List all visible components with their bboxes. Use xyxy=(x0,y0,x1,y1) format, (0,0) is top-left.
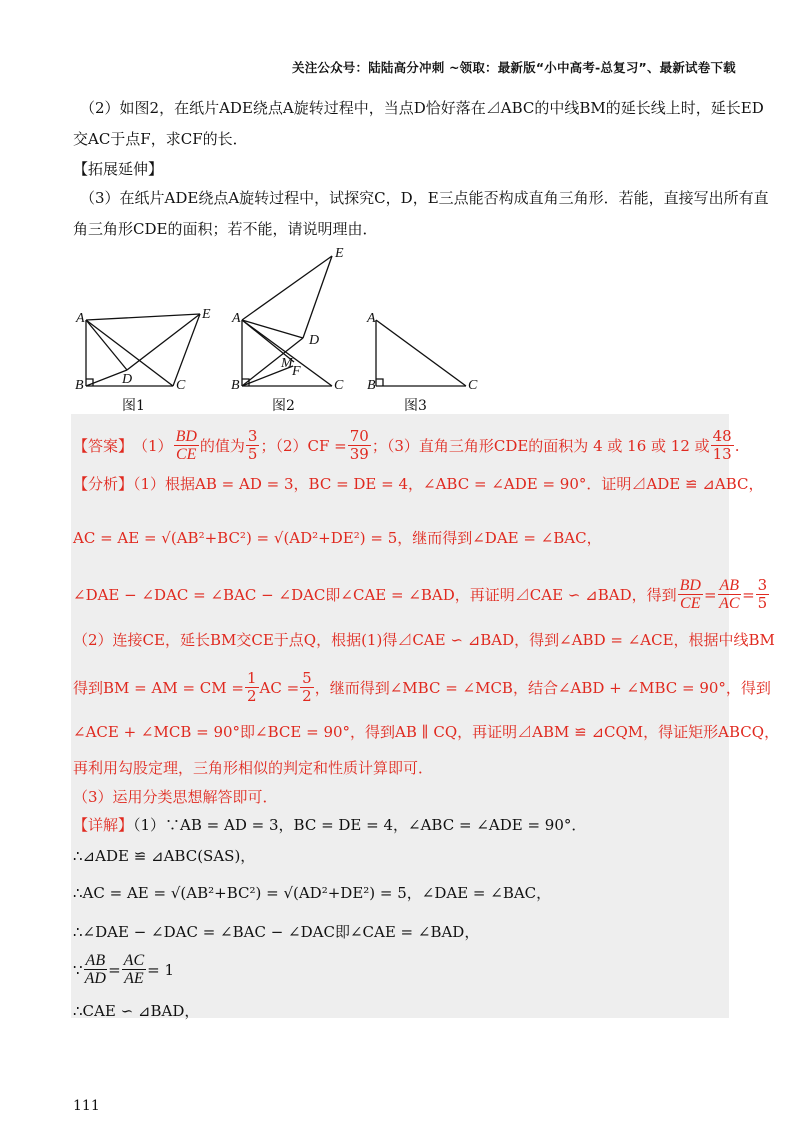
fig1-label-e: E xyxy=(202,307,211,322)
fig2-label-c: C xyxy=(334,378,344,393)
analysis-line-5 xyxy=(73,670,771,705)
fig2-label-e: E xyxy=(335,246,344,261)
fraction-ac-ae: $\frac{AC}{AE}$ xyxy=(123,952,145,987)
analysis-line-8: （3）运用分类思想解答即可． xyxy=(73,788,278,806)
fraction-1-2: $\frac{1}{2}$ xyxy=(246,669,257,705)
figure-1 xyxy=(86,314,200,386)
detail-line-4: ∴∠DAE − ∠DAC = ∠BAC − ∠DAC即∠CAE = ∠BAD， xyxy=(73,923,480,941)
fig2-label-f: F xyxy=(292,364,301,379)
analysis-tag: 【分析】 xyxy=(73,475,134,493)
detail-tag: 【详解】 xyxy=(73,816,134,834)
fraction-ab-ad: $\frac{AB}{AD}$ xyxy=(84,952,106,987)
fig1-label-a: A xyxy=(76,311,85,326)
page-header: 关注公众号：陆陆高分冲刺 ~领取：最新版“小中高考-总复习”、最新试卷下载 xyxy=(292,60,736,75)
page-number: 111 xyxy=(73,1098,100,1114)
fraction-bd-ce: $\frac{BD}{CE}$ xyxy=(175,428,197,463)
figure-1-caption: 图1 xyxy=(122,398,145,414)
figure-3-caption: 图3 xyxy=(404,398,427,414)
question-3-line-2: 角三角形CDE的面积；若不能，请说明理由． xyxy=(73,220,378,238)
fig3-label-b: B xyxy=(367,378,376,393)
fraction-70-39: $\frac{70}{39}$ xyxy=(349,427,369,463)
fig1-label-d: D xyxy=(122,372,133,387)
answer-part-3: ；（2）CF = xyxy=(260,436,347,455)
analysis-text-1: （1）根据AB = AD = 3，BC = DE = 4，∠ABC = ∠ADE = 90°．证明⊿ADE ≌ ⊿ABC， xyxy=(133,475,764,493)
detail-line-3: ∴AC = AE = √(AB²+BC²) = √(AD²+DE²) = 5，∠DAE = ∠BAC， xyxy=(73,884,552,902)
section-extend-title: 【拓展延伸】 xyxy=(73,160,164,178)
detail-line-2: ∴⊿ADE ≌ ⊿ABC(SAS)， xyxy=(73,847,256,865)
answer-part-2: 的值为 xyxy=(199,436,245,455)
analysis-text-5b: AC = xyxy=(259,678,300,697)
detail-line-1 xyxy=(73,815,586,835)
figure-2-caption: 图2 xyxy=(272,398,295,414)
analysis-text-3: ∠DAE − ∠DAC = ∠BAC − ∠DAC即∠CAE = ∠BAD，再证明⊿CAE ∽ ⊿BAD，得到 xyxy=(73,585,677,604)
detail-text-5a: ∵ xyxy=(73,960,83,979)
fraction-ab-ac: $\frac{AB}{AC}$ xyxy=(719,577,740,612)
answer-line xyxy=(73,428,740,463)
fig1-label-b: B xyxy=(75,378,84,393)
analysis-line-3: ∠DAE − ∠DAC = ∠BAC − ∠DAC即∠CAE = ∠BAD，再证明⊿CAE ∽ ⊿BAD，得到 $\frac{BD}{CE}$ = $\frac{AB}{AC}$ = $\frac{3}{5}$ xyxy=(73,576,768,612)
analysis-line-2: AC = AE = √(AB²+BC²) = √(AD²+DE²) = 5，继而得到∠DAE = ∠BAC， xyxy=(73,529,602,547)
question-2-line-1: （2）如图2，在纸片ADE绕点A旋转过程中，当点D恰好落在⊿ABC的中线BM的延长线上时，延长ED xyxy=(80,99,764,117)
question-2-line-2: 交AC于点F，求CF的长． xyxy=(73,130,248,148)
detail-text-1: （1）∵AB = AD = 3，BC = DE = 4，∠ABC = ∠ADE = 90°． xyxy=(133,816,587,834)
analysis-line-4: （2）连接CE，延长BM交CE于点Q，根据(1)得⊿CAE ∽ ⊿BAD，得到∠ABD = ∠ACE，根据中线BM xyxy=(73,631,775,649)
figure-3 xyxy=(376,320,466,386)
detail-text-5b: = 1 xyxy=(147,960,175,979)
analysis-text-5c: ，继而得到∠MBC = ∠MCB，结合∠ABD + ∠MBC = 90°，得到 xyxy=(314,678,771,697)
analysis-line-6: ∠ACE + ∠MCB = 90°即∠BCE = 90°，得到AB ∥ CQ，再证明⊿ABM ≌ ⊿CQM，得证矩形ABCQ， xyxy=(73,723,780,741)
fig2-label-b: B xyxy=(231,378,240,393)
fig3-label-c: C xyxy=(468,378,478,393)
geometry-figures xyxy=(70,240,490,415)
fraction-bd-ce-2: $\frac{BD}{CE}$ xyxy=(679,577,701,612)
analysis-line-7: 再利用勾股定理，三角形相似的判定和性质计算即可． xyxy=(73,759,434,777)
analysis-text-5a: 得到BM = AM = CM = xyxy=(73,678,244,697)
question-3-line-1: （3）在纸片ADE绕点A旋转过程中，试探究C，D，E三点能否构成直角三角形．若能，直接写出所有直 xyxy=(80,189,769,207)
answer-part-1: （1） xyxy=(133,436,173,455)
fig3-label-a: A xyxy=(367,311,376,326)
fraction-3-5: $\frac{3}{5}$ xyxy=(247,427,258,463)
fig1-label-c: C xyxy=(176,378,186,393)
detail-line-5: ∵ $\frac{AB}{AD}$ = $\frac{AC}{AE}$ = 1 xyxy=(73,952,175,987)
answer-tag: 【答案】 xyxy=(73,436,134,455)
fig2-label-m: M xyxy=(281,356,293,371)
detail-line-6: ∴CAE ∽ ⊿BAD， xyxy=(73,1002,200,1020)
fraction-3-5-2: $\frac{3}{5}$ xyxy=(757,576,768,612)
fig2-label-a: A xyxy=(232,311,241,326)
answer-part-4: ；（3）直角三角形CDE的面积为 4 或 16 或 12 或 xyxy=(371,436,710,455)
answer-part-5: . xyxy=(734,436,740,455)
fraction-5-2: $\frac{5}{2}$ xyxy=(302,669,312,705)
fig2-label-d: D xyxy=(309,333,320,348)
fraction-48-13: $\frac{48}{13}$ xyxy=(712,427,732,463)
analysis-line-1 xyxy=(73,474,763,494)
